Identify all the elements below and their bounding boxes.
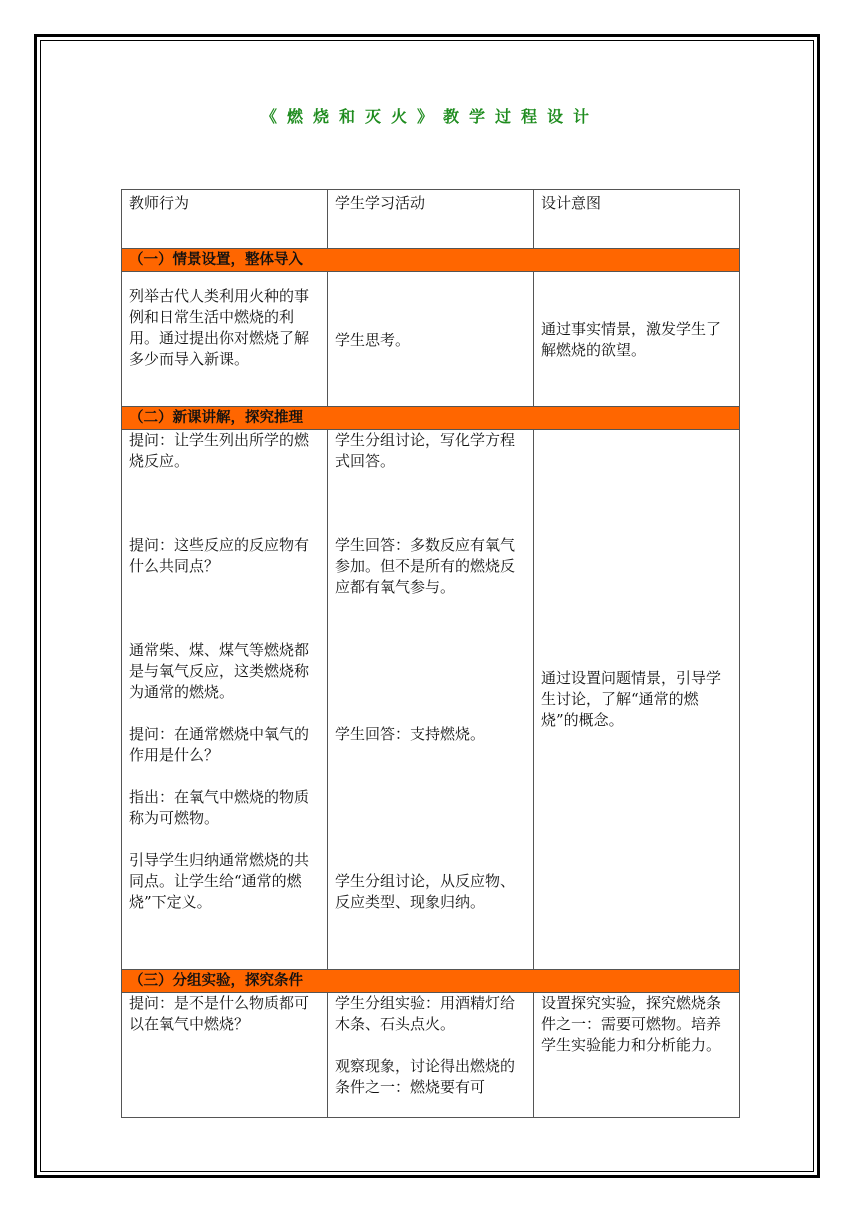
section-1-intent bbox=[534, 272, 740, 407]
student-text: 学生分组讨论，从反应物、反应类型、现象归纳。 bbox=[335, 872, 516, 911]
section-heading-row bbox=[122, 407, 740, 430]
section-2-heading: （二）新课讲解，探究推理 bbox=[122, 407, 740, 430]
teacher-text: 提问：让学生列出所学的燃烧反应。 bbox=[129, 431, 310, 470]
header-student: 学生学习活动 bbox=[328, 190, 534, 249]
teacher-text: 通常柴、煤、煤气等燃烧都是与氧气反应，这类燃烧称为通常的燃烧。 bbox=[129, 641, 310, 701]
section-2-intent bbox=[534, 430, 740, 970]
table-row bbox=[122, 272, 740, 407]
student-text: 学生分组讨论，写化学方程式回答。 bbox=[335, 431, 516, 470]
student-text: 学生思考。 bbox=[335, 330, 411, 349]
section-1-heading: （一）情景设置，整体导入 bbox=[122, 249, 740, 272]
student-text: 观察现象，讨论得出燃烧的条件之一：燃烧要有可 bbox=[335, 1057, 516, 1096]
intent-text: 通过事实情景，激发学生了解燃烧的欲望。 bbox=[541, 320, 722, 359]
lesson-plan-table bbox=[121, 189, 740, 1118]
intent-text: 通过设置问题情景，引导学生讨论，了解“通常的燃烧”的概念。 bbox=[541, 669, 722, 729]
section-2-teacher bbox=[122, 430, 328, 970]
section-3-heading: （三）分组实验，探究条件 bbox=[122, 970, 740, 993]
section-3-intent bbox=[534, 993, 740, 1118]
section-1-student bbox=[328, 272, 534, 407]
teacher-text: 列举古代人类利用火种的事例和日常生活中燃烧的利用。通过提出你对燃烧了解多少而导入新课。 bbox=[129, 287, 310, 368]
section-1-teacher bbox=[122, 272, 328, 407]
table-row bbox=[122, 430, 740, 970]
section-3-teacher bbox=[122, 993, 328, 1118]
student-text: 学生回答：多数反应有氧气参加。但不是所有的燃烧反应都有氧气参与。 bbox=[335, 536, 516, 596]
student-text: 学生分组实验：用酒精灯给木条、石头点火。 bbox=[335, 994, 516, 1033]
document-title: 《燃烧和灭火》教学过程设计 bbox=[260, 107, 599, 126]
section-3-student bbox=[328, 993, 534, 1118]
table-header-row bbox=[122, 190, 740, 249]
teacher-text: 引导学生归纳通常燃烧的共同点。让学生给“通常的燃烧”下定义。 bbox=[129, 851, 310, 911]
student-text: 学生回答：支持燃烧。 bbox=[335, 725, 486, 743]
teacher-text: 提问：这些反应的反应物有什么共同点？ bbox=[129, 536, 310, 575]
section-heading-row bbox=[122, 970, 740, 993]
intent-text: 设置探究实验，探究燃烧条件之一：需要可燃物。培养学生实验能力和分析能力。 bbox=[541, 994, 722, 1054]
section-heading-row bbox=[122, 249, 740, 272]
header-teacher: 教师行为 bbox=[122, 190, 328, 249]
header-intent: 设计意图 bbox=[534, 190, 740, 249]
section-2-student bbox=[328, 430, 534, 970]
teacher-text: 提问：在通常燃烧中氧气的作用是什么？ bbox=[129, 725, 310, 764]
teacher-text: 提问：是不是什么物质都可以在氧气中燃烧？ bbox=[129, 994, 310, 1033]
table-row bbox=[122, 993, 740, 1118]
teacher-text: 指出：在氧气中燃烧的物质称为可燃物。 bbox=[129, 788, 310, 827]
